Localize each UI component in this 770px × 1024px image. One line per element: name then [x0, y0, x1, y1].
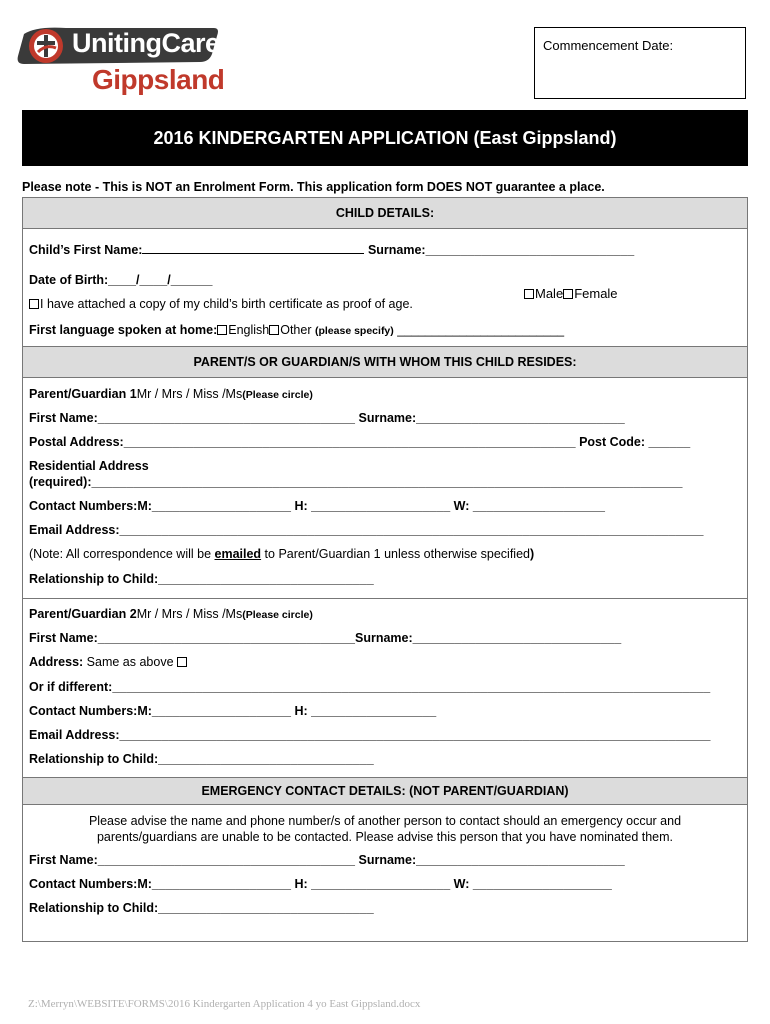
- child-details-header-text: CHILD DETAILS:: [335, 206, 435, 220]
- other-language-label: Other: [280, 323, 312, 337]
- parent1-work-field[interactable]: W: ___________________: [453, 499, 605, 513]
- child-first-name-field[interactable]: [142, 242, 364, 254]
- parent1-surname-field[interactable]: Surname:______________________________: [358, 411, 625, 425]
- english-label: English: [228, 323, 270, 337]
- parents-header: [23, 346, 747, 378]
- file-path-footer: Z:\Merryn\WEBSITE\FORMS\2016 Kindergarten Application 4 yo East Gippsland.docx: [28, 998, 421, 1010]
- commencement-date-box[interactable]: [534, 27, 746, 99]
- emergency-relationship-row[interactable]: [29, 901, 374, 915]
- postal-address-field[interactable]: Postal Address:_________________________________________________________________: [29, 435, 576, 449]
- language-label: First language spoken at home:: [29, 323, 218, 337]
- dob-field[interactable]: Date of Birth:____/____/______: [29, 273, 213, 287]
- female-label: Female: [574, 286, 618, 301]
- correspondence-note-close: ): [529, 547, 535, 561]
- dob-row[interactable]: [29, 273, 212, 287]
- post-code-field[interactable]: Post Code: ______: [579, 435, 691, 449]
- child-surname-field[interactable]: Surname:______________________________: [367, 243, 635, 257]
- enrolment-note: Please note - This is NOT an Enrolment Form. This application form DOES NOT guarantee a place.: [22, 180, 605, 194]
- unitingcare-logo: [16, 24, 225, 100]
- correspondence-note-prefix: (Note: All correspondence will be: [29, 547, 215, 561]
- parent2-email-field[interactable]: Email Address:_____________________________________________________________________________________: [29, 728, 711, 742]
- birth-certificate-checkbox[interactable]: [29, 299, 39, 309]
- parent2-label: Parent/Guardian 2: [29, 607, 137, 621]
- female-checkbox[interactable]: [563, 289, 573, 299]
- residential-address-field[interactable]: (required):_____________________________________________________________________________________: [29, 475, 683, 489]
- emergency-work-field[interactable]: W: ____________________: [453, 877, 612, 891]
- parent2-contact-row[interactable]: [29, 704, 436, 718]
- parent1-label: Parent/Guardian 1: [29, 387, 137, 401]
- parent2-title-row[interactable]: [29, 607, 313, 621]
- residential-address-label: [29, 459, 149, 473]
- child-first-name-label: Child’s First Name:: [29, 243, 143, 257]
- same-as-above-label: Same as above: [83, 655, 177, 669]
- postal-address-row[interactable]: [29, 435, 690, 449]
- birth-certificate-label: I have attached a copy of my child’s birth certificate as proof of age.: [40, 297, 413, 311]
- parent2-surname-field[interactable]: Surname:______________________________: [355, 631, 622, 645]
- logo-text-unitingcare: UnitingCare: [72, 28, 220, 58]
- parent2-first-name-field[interactable]: First Name:_____________________________________: [29, 631, 355, 645]
- emergency-home-field[interactable]: H: ____________________: [294, 877, 451, 891]
- commencement-date-label: Commencement Date:: [543, 38, 674, 53]
- parent1-relationship-field[interactable]: Relationship to Child:_______________________________: [29, 572, 374, 586]
- parent1-first-name-field[interactable]: First Name:_____________________________________: [29, 411, 355, 425]
- correspondence-note: [29, 547, 534, 561]
- emergency-advice: [40, 813, 730, 845]
- male-checkbox[interactable]: [524, 289, 534, 299]
- same-as-above-checkbox[interactable]: [177, 657, 187, 667]
- parent2-titles[interactable]: Mr / Mrs / Miss /Ms: [136, 607, 243, 621]
- parent1-mobile-field[interactable]: Contact Numbers:M:____________________: [29, 499, 291, 513]
- parent1-contact-row[interactable]: [29, 499, 605, 513]
- emergency-relationship-field[interactable]: Relationship to Child:_______________________________: [29, 901, 374, 915]
- please-circle-label: (Please circle): [242, 389, 313, 401]
- parent1-name-row[interactable]: [29, 411, 625, 425]
- parent2-home-field[interactable]: H: __________________: [294, 704, 437, 718]
- correspondence-note-emailed: emailed: [214, 547, 262, 561]
- emergency-mobile-field[interactable]: Contact Numbers:M:____________________: [29, 877, 291, 891]
- male-label: Male: [535, 286, 564, 301]
- emergency-header-text: EMERGENCY CONTACT DETAILS: (NOT PARENT/GUARDIAN): [201, 784, 569, 798]
- parent1-titles[interactable]: Mr / Mrs / Miss /Ms: [136, 387, 243, 401]
- emergency-contact-row[interactable]: [29, 877, 612, 891]
- parent1-email-field[interactable]: Email Address:____________________________________________________________________________________: [29, 523, 704, 537]
- logo-text-gippsland: Gippsland: [92, 64, 225, 95]
- form-title-text: 2016 KINDERGARTEN APPLICATION (East Gippsland): [153, 127, 617, 148]
- emergency-advice-line2: parents/guardians are unable to be contacted. Please advise this person that you have nominated them.: [96, 830, 674, 844]
- emergency-header: [23, 777, 747, 805]
- parent2-address-row[interactable]: [29, 655, 188, 669]
- parent1-home-field[interactable]: H: ____________________: [294, 499, 451, 513]
- form-title: [22, 110, 748, 166]
- residential-address-line1: Residential Address: [29, 459, 149, 473]
- residential-address-row[interactable]: [29, 475, 682, 489]
- parent2-address-label: Address:: [29, 655, 84, 669]
- parents-header-text: PARENT/S OR GUARDIAN/S WITH WHOM THIS CHILD RESIDES:: [193, 355, 577, 369]
- parent2-mobile-field[interactable]: Contact Numbers:M:____________________: [29, 704, 291, 718]
- language-row[interactable]: [29, 323, 564, 337]
- english-checkbox[interactable]: [217, 325, 227, 335]
- other-language-checkbox[interactable]: [269, 325, 279, 335]
- gender-options[interactable]: [524, 286, 618, 301]
- parent2-name-row[interactable]: [29, 631, 621, 645]
- please-specify-label: (please specify): [314, 325, 394, 337]
- parent2-relationship-row[interactable]: [29, 752, 374, 766]
- parent1-email-row[interactable]: [29, 523, 704, 537]
- parent-divider: [23, 598, 747, 599]
- correspondence-note-suffix: to Parent/Guardian 1 unless otherwise specified: [261, 547, 530, 561]
- parent1-relationship-row[interactable]: [29, 572, 374, 586]
- parent1-title-row[interactable]: [29, 387, 313, 401]
- parent2-relationship-field[interactable]: Relationship to Child:_______________________________: [29, 752, 374, 766]
- parent2-email-row[interactable]: [29, 728, 710, 742]
- parent2-different-address-row[interactable]: [29, 680, 710, 694]
- child-name-row[interactable]: [29, 242, 634, 257]
- emergency-first-name-field[interactable]: First Name:_____________________________________: [29, 853, 355, 867]
- other-language-field[interactable]: ________________________: [393, 323, 565, 337]
- parent2-different-address-field[interactable]: Or if different:______________________________________________________________________________________: [29, 680, 711, 694]
- birth-certificate-row[interactable]: [29, 297, 413, 311]
- emergency-advice-line1: Please advise the name and phone number/s of another person to contact should an emergency occur and: [88, 814, 682, 828]
- emergency-surname-field[interactable]: Surname:______________________________: [358, 853, 625, 867]
- emergency-name-row[interactable]: [29, 853, 625, 867]
- please-circle-label-2: (Please circle): [242, 609, 313, 621]
- child-details-header: [23, 197, 747, 229]
